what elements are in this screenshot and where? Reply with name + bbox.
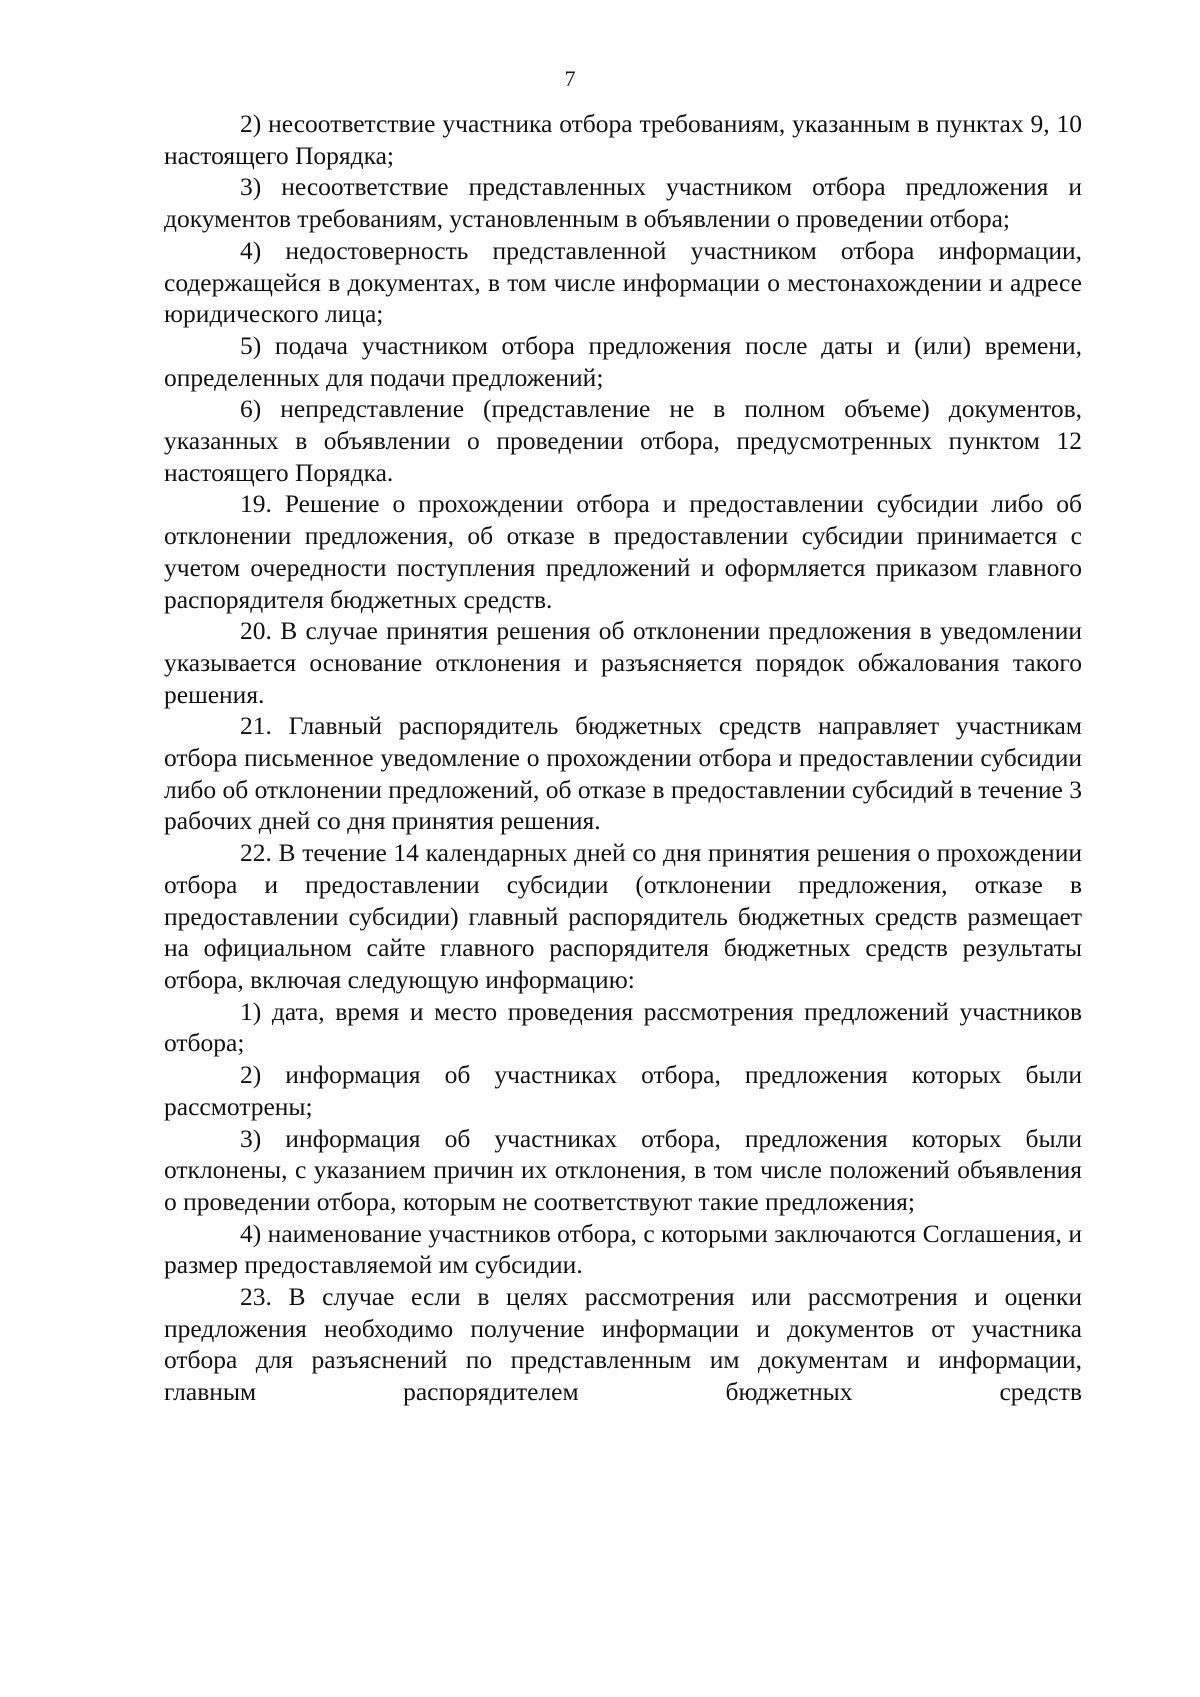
paragraph-subitem-1: 1) дата, время и место проведения рассмотрения предложений участников отбора; bbox=[164, 996, 1082, 1058]
paragraph-item-2: 2) несоответствие участника отбора требованиям, указанным в пунктах 9, 10 настоящего Порядка; bbox=[164, 109, 1082, 170]
paragraph-subitem-2: 2) информация об участниках отбора, предложения которых были рассмотрены; bbox=[164, 1060, 1082, 1121]
paragraph-clause-23: 23. В случае если в целях рассмотрения или рассмотрения и оценки предложения необходимо получение информации и документов от участника отбора для разъяснений по представленным им документам и информации, главным распорядителем бюджетных средств bbox=[164, 1282, 1082, 1407]
paragraph-subitem-4: 4) наименование участников отбора, с которыми заключаются Соглашения, и размер предоставляемой им субсидии. bbox=[164, 1218, 1082, 1280]
paragraph-clause-22: 22. В течение 14 календарных дней со дня принятия решения о прохождении отбора и предоставлении субсидии (отклонении предложения, отказе в предоставлении субсидии) главный распорядитель бюджетных средств размещает на официальном сайте главного распорядителя бюджетных средств результаты отбора, включая следующую информацию: bbox=[164, 838, 1082, 994]
page-number: 7 bbox=[564, 66, 576, 91]
paragraph-clause-20: 20. В случае принятия решения об отклонении предложения в уведомлении указывается основание отклонения и разъясняется порядок обжалования такого решения. bbox=[164, 616, 1082, 709]
paragraph-subitem-3: 3) информация об участниках отбора, предложения которых были отклонены, с указанием причин их отклонения, в том числе положений объявления о проведении отбора, которым не соответствуют такие предложения; bbox=[164, 1123, 1082, 1216]
paragraph-item-6: 6) непредставление (представление не в полном объеме) документов, указанных в объявлении о проведении отбора, предусмотренных пунктом 12 настоящего Порядка. bbox=[164, 394, 1082, 487]
paragraph-clause-21: 21. Главный распорядитель бюджетных средств направляет участникам отбора письменное уведомление о прохождении отбора и предоставлении субсидии либо об отклонении предложений, об отказе в предоставлении субсидий в течение 3 рабочих дней со дня принятия решения. bbox=[164, 711, 1082, 836]
paragraph-clause-19: 19. Решение о прохождении отбора и предоставлении субсидии либо об отклонении предложения, об отказе в предоставлении субсидии принимается с учетом очередности поступления предложений и оформляется приказом главного распорядителя бюджетных средств. bbox=[164, 489, 1082, 614]
paragraph-item-3: 3) несоответствие представленных участником отбора предложения и документов требованиям, установленным в объявлении о проведении отбора; bbox=[164, 172, 1082, 234]
paragraph-item-5: 5) подача участником отбора предложения после даты и (или) времени, определенных для подачи предложений; bbox=[164, 330, 1082, 392]
document-body bbox=[164, 108, 1082, 1408]
paragraph-item-4: 4) недостоверность представленной участником отбора информации, содержащейся в документах, в том числе информации о местонахождении и адресе юридического лица; bbox=[164, 235, 1082, 329]
